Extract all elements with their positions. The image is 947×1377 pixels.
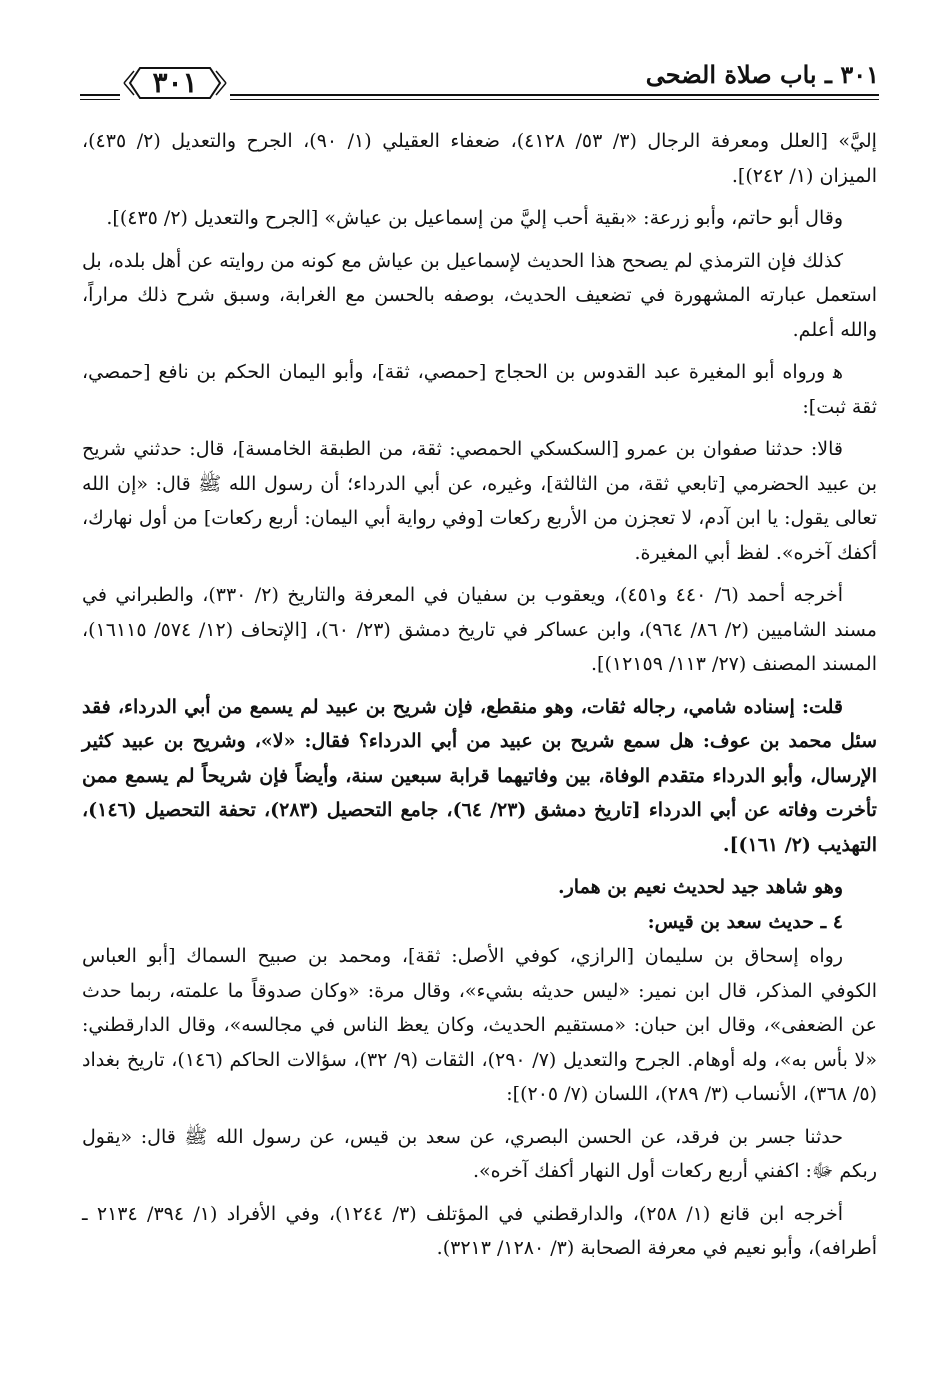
paragraph-12: أخرجه ابن قانع (١/ ٢٥٨)، والدارقطني في المؤتلف (٣/ ١٢٤٤)، وفي الأفراد (١/ ٣٩٤/ ٢١٣٤ ـ أطرافه)، وأبو نعيم في معرفة الصحابة (٣/ ١٢٨٠/ ٣٢١٣). [82, 1202, 877, 1259]
paragraph-5: قالا: حدثنا صفوان بن عمرو [السكسكي الحمصي: ثقة، من الطبقة الخامسة]، قال: حدثني شريح بن عبيد الحضرمي [تابعي ثقة، من الثالثة]، وغيره، عن أبي الدرداء؛ أن رسول الله ﷺ قال: «إن الله تعالى يقول: يا ابن آدم، لا تعجزن من الأربع ركعات [وفي رواية أبي اليمان: أربع ركعات] من أول نهارك، أكفك آخره». لفظ أبي المغيرة. [82, 438, 877, 564]
paragraph-1: إليَّ» [العلل ومعرفة الرجال (٣/ ٥٣/ ٤١٢٨)، ضعفاء العقيلي (١/ ٩٠)، الجرح والتعديل (٢/ ٤٣٥)، الميزان (١/ ٢٤٢)]. [82, 130, 877, 187]
paragraph-11: حدثنا جسر بن فرقد، عن الحسن البصري، عن سعد بن قيس، عن رسول الله ﷺ قال: «يقول ربكم ﷻ: اكفني أربع ركعات أول النهار أكفك آخره». [82, 1125, 877, 1182]
paragraph-10: رواه إسحاق بن سليمان [الرازي، كوفي الأصل: ثقة]، ومحمد بن صبيح السماك [أبو العباس الكوفي المذكر، قال ابن نمير: «ليس حديثه بشيء»، وقال مرة: «وكان صدوقاً ما علمته، ربما حدث عن الضعفى»، وقال ابن حبان: «مستقيم الحديث، وكان يعظ الناس في مجالسه»، وقال الدارقطني: «لا بأس به»، وله أوهام. الجرح والتعديل (٧/ ٢٩٠)، الثقات (٩/ ٣٢)، سؤالات الحاكم (١٤٦)، تاريخ بغداد (٥/ ٣٦٨)، الأنساب (٣/ ٢٨٩)، اللسان (٧/ ٢٠٥)]: [82, 945, 877, 1105]
page-number-ornament [120, 62, 230, 104]
paragraph-3: كذلك فإن الترمذي لم يصحح هذا الحديث لإسماعيل بن عياش مع كونه من روايته عن أهل بلده، بل استعمل عبارته المشهورة في تضعيف الحديث، بوصفه بالحسن مع الغرابة، وسبق شرح ذلك مراراً، والله أعلم. [82, 249, 877, 341]
chapter-title: ٣٠١ ـ باب صلاة الضحى [645, 60, 879, 89]
page-number: ٣٠١ [152, 66, 198, 99]
running-header [80, 58, 879, 104]
paragraph-4: ﻫ ورواه أبو المغيرة عبد القدوس بن الحجاج [حمصي، ثقة]، وأبو اليمان الحكم بن نافع [حمصي، ثقة ثبت]: [82, 361, 877, 418]
paragraph-2: وقال أبو حاتم، وأبو زرعة: «بقية أحب إليَّ من إسماعيل بن عياش» [الجرح والتعديل (٢/ ٤٣٥)]. [106, 207, 843, 229]
paragraph-8: وهو شاهد جيد لحديث نعيم بن همار. [558, 876, 843, 898]
section-heading: ٤ ـ حديث سعد بن قيس: [647, 910, 843, 933]
paragraph-6: أخرجه أحمد (٦/ ٤٤٠ و٤٥١)، ويعقوب بن سفيان في المعرفة والتاريخ (٢/ ٣٣٠)، والطبراني في مسند الشاميين (٢/ ٨٦/ ٩٦٤)، وابن عساكر في تاريخ دمشق (٢٣/ ٦٠)، [الإتحاف (١٢/ ٥٧٤/ ١٦١١٥)، المسند المصنف (٢٧/ ١١٣/ ١٢١٥٩)]. [82, 584, 877, 675]
paragraph-7: قلت: إسناده شامي، رجاله ثقات، وهو منقطع، فإن شريح بن عبيد لم يسمع من أبي الدرداء، فقد سئل محمد بن عوف: هل سمع شريح بن عبيد من أبي الدرداء؟ فقال: «لا»، وشريح بن عبيد كثير الإرسال، وأبو الدرداء متقدم الوفاة، بين وفاتيهما قرابة سبعين سنة، وأيضاً فإن شريحاً لم يسمع ممن تأخرت وفاته عن أبي الدرداء [تاريخ دمشق (٢٣/ ٦٤)، جامع التحصيل (٢٨٣)، تحفة التحصيل (١٤٦)، التهذيب (٢/ ١٦١)]. [82, 695, 877, 856]
page-body [82, 124, 877, 1266]
